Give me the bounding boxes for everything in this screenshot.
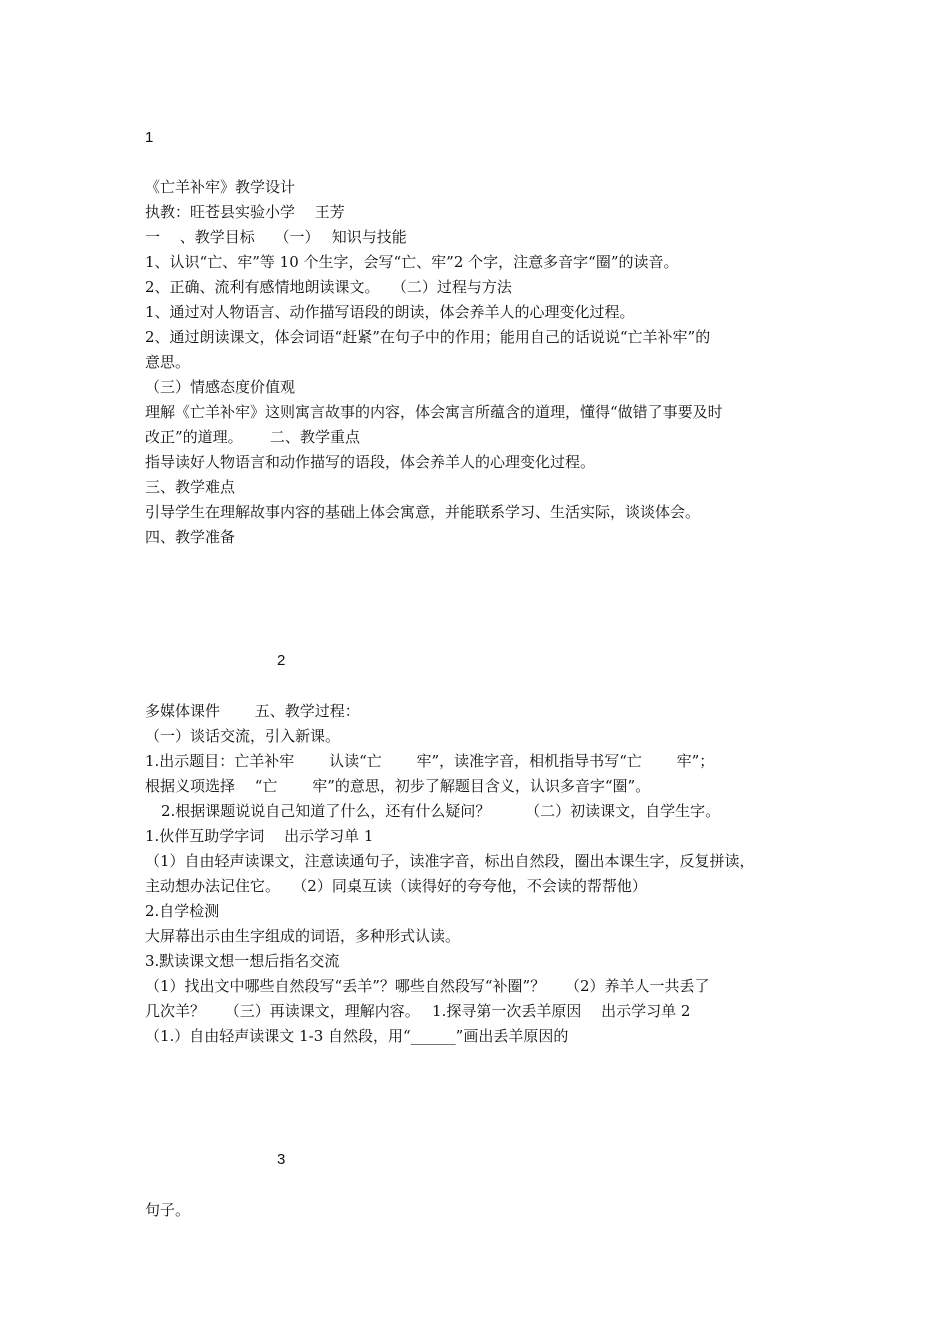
text-line: 指导读好人物语言和动作描写的语段，体会养羊人的心理变化过程。: [145, 453, 596, 471]
text-line: 大屏幕出示由生字组成的词语，多种形式认读。: [145, 927, 461, 945]
text-line: 多媒体课件 五、教学过程：: [145, 702, 360, 720]
author-line: 执教：旺苍县实验小学 王芳: [145, 203, 345, 221]
text-line: 1.出示题目：亡羊补牢 认读“亡 牢”，读准字音，相机指导书写“亡 牢”；: [145, 752, 715, 770]
page-number-3: 3: [277, 1151, 286, 1168]
text-line: 根据义项选择 “亡 牢”的意思，初步了解题目含义，认识多音字“圈”。: [145, 777, 651, 795]
heading-teaching-prep: 四、教学准备: [145, 528, 236, 546]
text-line: 2、正确、流利有感情地朗读课文。 （二）过程与方法: [145, 278, 512, 296]
text-line: 1、通过对人物语言、动作描写语段的朗读，体会养羊人的心理变化过程。: [145, 303, 635, 321]
heading-attitude-values: （三）情感态度价值观: [145, 378, 296, 396]
text-line: 改正”的道理。 二、教学重点: [145, 428, 360, 446]
text-line: 2、通过朗读课文，体会词语“赶紧”在句子中的作用；能用自己的话说说“亡羊补牢”的: [145, 328, 711, 346]
text-line: 理解《亡羊补牢》这则寓言故事的内容，体会寓言所蕴含的道理，懂得“做错了事要及时: [145, 403, 723, 421]
heading-teaching-goals: 一 、教学目标 （一） 知识与技能: [145, 228, 407, 246]
text-line: 3.默读课文想一想后指名交流: [145, 952, 340, 970]
text-line: 主动想办法记住它。 （2）同桌互读（读得好的夸夸他，不会读的帮帮他）: [145, 877, 647, 895]
text-line: （一）谈话交流，引入新课。: [145, 727, 341, 745]
text-line: 1.伙伴互助学字词 出示学习单 1: [145, 827, 374, 845]
text-line: （1）找出文中哪些自然段写“丢羊”？哪些自然段写“补圈”？ （2）养羊人一共丢了: [145, 977, 710, 995]
doc-title: 《亡羊补牢》教学设计: [145, 178, 296, 196]
text-line: 几次羊？ （三）再读课文，理解内容。 1.探寻第一次丢羊原因 出示学习单 2: [145, 1002, 691, 1020]
text-line: 1、认识“亡、牢”等 10 个生字，会写“亡、牢”2 个字，注意多音字“圈”的读音。: [145, 253, 679, 271]
page-number-2: 2: [277, 652, 286, 669]
heading-teaching-difficulty: 三、教学难点: [145, 478, 236, 496]
text-line: 2.根据课题说说自己知道了什么，还有什么疑问？ （二）初读课文，自学生字。: [161, 802, 721, 820]
text-line: 引导学生在理解故事内容的基础上体会寓意，并能联系学习、生活实际，谈谈体会。: [145, 503, 701, 521]
text-line: （1.）自由轻声读课文 1-3 自然段，用“______”画出丢羊原因的: [145, 1027, 569, 1045]
text-line: （1）自由轻声读课文，注意读通句子，读准字音，标出自然段，圈出本课生字，反复拼读，: [145, 852, 755, 870]
text-line: 句子。: [145, 1201, 191, 1219]
text-line: 意思。: [145, 353, 191, 371]
page-number-1: 1: [145, 129, 154, 146]
text-line: 2.自学检测: [145, 902, 220, 920]
